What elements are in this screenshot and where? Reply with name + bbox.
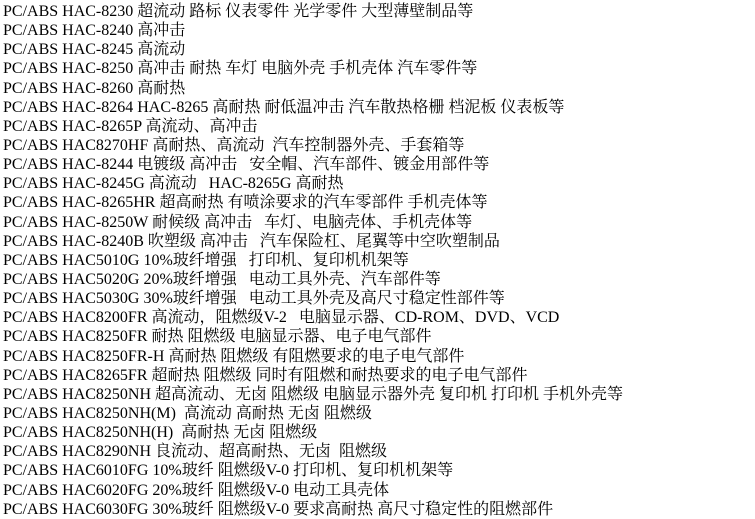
text-line: PC/ABS HAC8250NH 超高流动、无卤 阻燃级 电脑显示器外壳 复印机 打印机 手机外壳等 bbox=[3, 385, 624, 403]
text-line: PC/ABS HAC8265FR 超耐热 阻燃级 同时有阻燃和耐热要求的电子电气部件 bbox=[3, 366, 528, 384]
text-line: PC/ABS HAC-8240B 吹塑级 高冲击 汽车保险杠、尾翼等中空吹塑制品 bbox=[3, 232, 500, 250]
text-line: PC/ABS HAC-8260 高耐热 bbox=[3, 79, 186, 97]
text-line: PC/ABS HAC-8230 超流动 路标 仪表零件 光学零件 大型薄壁制品等 bbox=[3, 3, 474, 20]
text-line: PC/ABS HAC8270HF 高耐热、高流动 汽车控制器外壳、手套箱等 bbox=[3, 136, 465, 154]
text-line: PC/ABS HAC-8250 高冲击 耐热 车灯 电脑外壳 手机壳体 汽车零件等 bbox=[3, 60, 478, 78]
text-line: PC/ABS HAC8250FR-H 高耐热 阻燃级 有阻燃要求的电子电气部件 bbox=[3, 347, 465, 365]
text-line: PC/ABS HAC-8250W 耐候级 高冲击 车灯、电脑壳体、手机壳体等 bbox=[3, 213, 473, 231]
text-line: PC/ABS HAC5010G 10%玻纤增强 打印机、复印机机架等 bbox=[3, 251, 409, 269]
text-line: PC/ABS HAC8290NH 良流动、超高耐热、无卤 阻燃级 bbox=[3, 443, 388, 461]
text-line: PC/ABS HAC-8245 高流动 bbox=[3, 41, 186, 59]
text-line: PC/ABS HAC-8245G 高流动 HAC-8265G 高耐热 bbox=[3, 175, 344, 193]
text-line: PC/ABS HAC5020G 20%玻纤增强 电动工具外壳、汽车部件等 bbox=[3, 270, 441, 288]
text-line: PC/ABS HAC8250NH(M) 高流动 高耐热 无卤 阻燃级 bbox=[3, 404, 372, 422]
text-line: PC/ABS HAC6020FG 20%玻纤 阻燃级V-0 电动工具壳体 bbox=[3, 481, 390, 499]
text-line: PC/ABS HAC-8265HR 超高耐热 有喷涂要求的汽车零部件 手机壳体等 bbox=[3, 194, 488, 212]
text-line: PC/ABS HAC5030G 30%玻纤增强 电动工具外壳及高尺寸稳定性部件等 bbox=[3, 290, 505, 308]
text-line: PC/ABS HAC6030FG 30%玻纤 阻燃级V-0 要求高耐热 高尺寸稳定性的阻燃部件 bbox=[3, 500, 554, 518]
text-line: PC/ABS HAC-8265P 高流动、高冲击 bbox=[3, 117, 258, 135]
text-line: PC/ABS HAC8250NH(H) 高耐热 无卤 阻燃级 bbox=[3, 424, 318, 442]
text-line: PC/ABS HAC-8244 电镀级 高冲击 安全帽、汽车部件、镀金用部件等 bbox=[3, 156, 490, 174]
text-line: PC/ABS HAC-8264 HAC-8265 高耐热 耐低温冲击 汽车散热格栅 档泥板 仪表板等 bbox=[3, 98, 565, 116]
text-line: PC/ABS HAC8200FR 高流动，阻燃级V-2 电脑显示器、CD-ROM、DVD、VCD bbox=[3, 309, 560, 327]
text-line: PC/ABS HAC-8240 高冲击 bbox=[3, 22, 186, 40]
text-line: PC/ABS HAC6010FG 10%玻纤 阻燃级V-0 打印机、复印机机架等 bbox=[3, 462, 454, 480]
text-line: PC/ABS HAC8250FR 耐热 阻燃级 电脑显示器、电子电气部件 bbox=[3, 328, 432, 346]
